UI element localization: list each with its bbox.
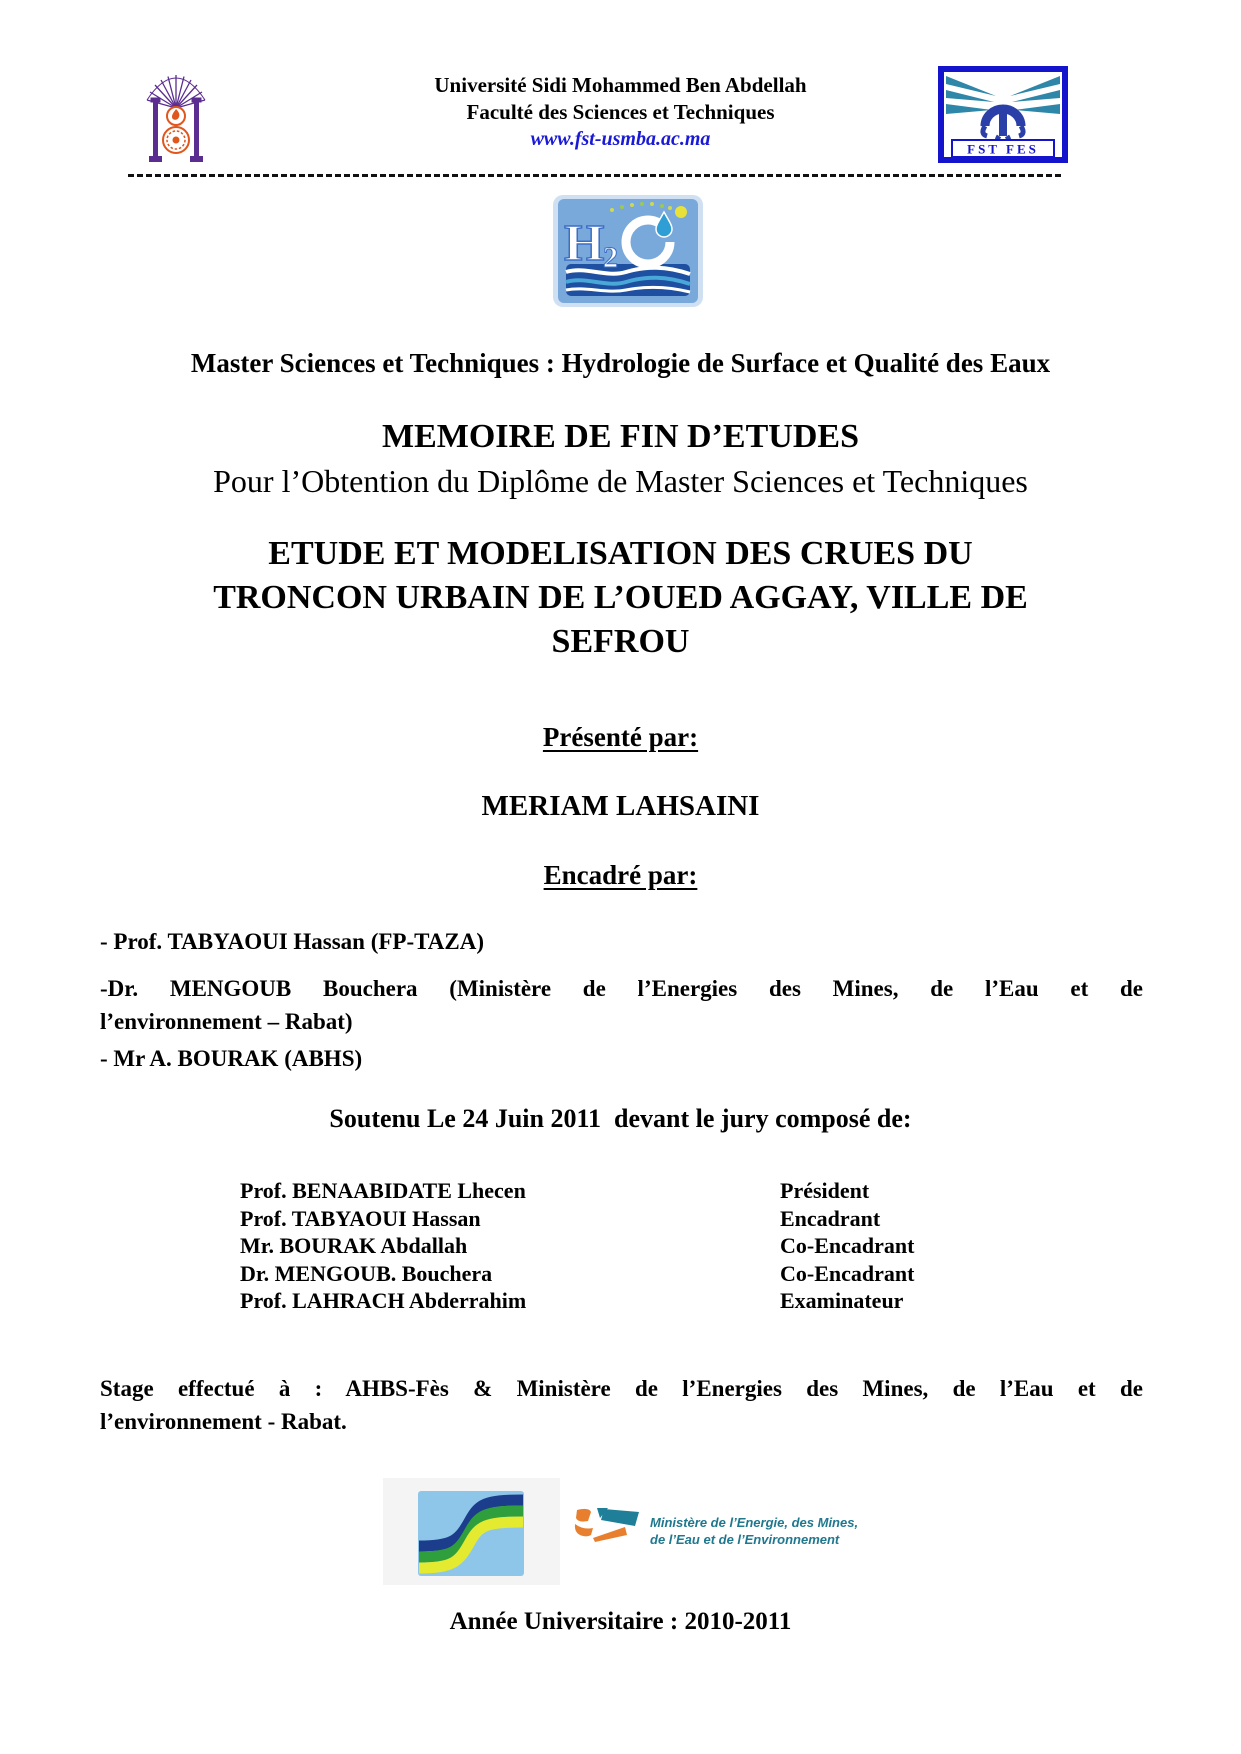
jury-row bbox=[240, 1206, 1080, 1234]
svg-text:H: H bbox=[564, 215, 605, 272]
jury-member-role: Co-Encadrant bbox=[780, 1260, 915, 1286]
ministry-logo-text bbox=[650, 1514, 950, 1548]
svg-text:2: 2 bbox=[603, 241, 618, 274]
program-title: Master Sciences et Techniques : Hydrologie de Surface et Qualité des Eaux bbox=[190, 348, 1051, 378]
ministry-logo-icon bbox=[573, 1507, 643, 1547]
thesis-title-line3: SEFROU bbox=[551, 623, 690, 660]
supervisor-3: - Mr A. BOURAK (ABHS) bbox=[100, 1046, 363, 1071]
internship-note bbox=[100, 1372, 1143, 1438]
thesis-title-line1: ETUDE ET MODELISATION DES CRUES DU bbox=[268, 535, 973, 572]
supervisor-2-line2: l’environnement – Rabat) bbox=[100, 1009, 353, 1034]
faculty-name: Faculté des Sciences et Techniques bbox=[466, 100, 775, 124]
supervisor-2 bbox=[100, 972, 1143, 1038]
jury-member-role: Co-Encadrant bbox=[780, 1233, 915, 1258]
thesis-title bbox=[0, 532, 1241, 664]
abhs-logo bbox=[383, 1478, 560, 1585]
supervised-by-label: Encadré par: bbox=[543, 860, 698, 890]
author-name: MERIAM LAHSAINI bbox=[481, 790, 760, 822]
jury-member-role: Encadrant bbox=[780, 1205, 881, 1231]
jury-table bbox=[240, 1178, 1080, 1316]
presented-by-label: Présenté par: bbox=[542, 722, 699, 752]
ministry-text-line2: de l’Eau et de l’Environnement bbox=[650, 1532, 840, 1547]
website-link[interactable]: www.fst-usmba.ac.ma bbox=[530, 128, 711, 150]
jury-member-name: Prof. BENAABIDATE Lhecen bbox=[240, 1178, 526, 1203]
memoire-heading: MEMOIRE DE FIN D’ETUDES bbox=[382, 418, 859, 455]
memoire-subheading: Pour l’Obtention du Diplôme de Master Sciences et Techniques bbox=[213, 463, 1028, 499]
internship-line1: Stage effectué à : AHBS-Fès & Ministère de l’Energies des Mines, de l’Eau et de bbox=[100, 1376, 1143, 1401]
jury-row bbox=[240, 1178, 1080, 1206]
jury-member-role: Président bbox=[780, 1178, 870, 1203]
sun-icon bbox=[675, 206, 687, 218]
defense-heading: Soutenu Le 24 Juin 2011 devant le jury composé de: bbox=[329, 1104, 912, 1133]
fst-fes-caption: FST FES bbox=[967, 141, 1039, 157]
jury-member-name: Prof. TABYAOUI Hassan bbox=[240, 1205, 481, 1231]
jury-row bbox=[240, 1261, 1080, 1289]
university-name: Université Sidi Mohammed Ben Abdellah bbox=[434, 73, 807, 97]
jury-member-name: Prof. LAHRACH Abderrahim bbox=[240, 1288, 527, 1313]
fst-fes-logo bbox=[938, 66, 1068, 163]
jury-member-name: Mr. BOURAK Abdallah bbox=[240, 1233, 468, 1258]
supervisor-1: - Prof. TABYAOUI Hassan (FP-TAZA) bbox=[100, 929, 484, 954]
thesis-title-line2: TRONCON URBAIN DE L’OUED AGGAY, VILLE DE bbox=[213, 579, 1028, 616]
jury-member-name: Dr. MENGOUB. Bouchera bbox=[240, 1260, 493, 1286]
supervisor-2-line1: -Dr. MENGOUB Bouchera (Ministère de l’Energies des Mines, de l’Eau et de bbox=[100, 976, 1143, 1001]
internship-line2: l’environnement - Rabat. bbox=[100, 1409, 347, 1434]
h2o-logo bbox=[550, 190, 707, 312]
jury-row bbox=[240, 1288, 1080, 1316]
ministry-text-line1: Ministère de l’Energie, des Mines, bbox=[650, 1515, 859, 1530]
academic-year: Année Universitaire : 2010-2011 bbox=[449, 1608, 792, 1635]
jury-row bbox=[240, 1233, 1080, 1261]
jury-member-role: Examinateur bbox=[780, 1288, 904, 1313]
dashed-separator bbox=[128, 174, 1062, 177]
